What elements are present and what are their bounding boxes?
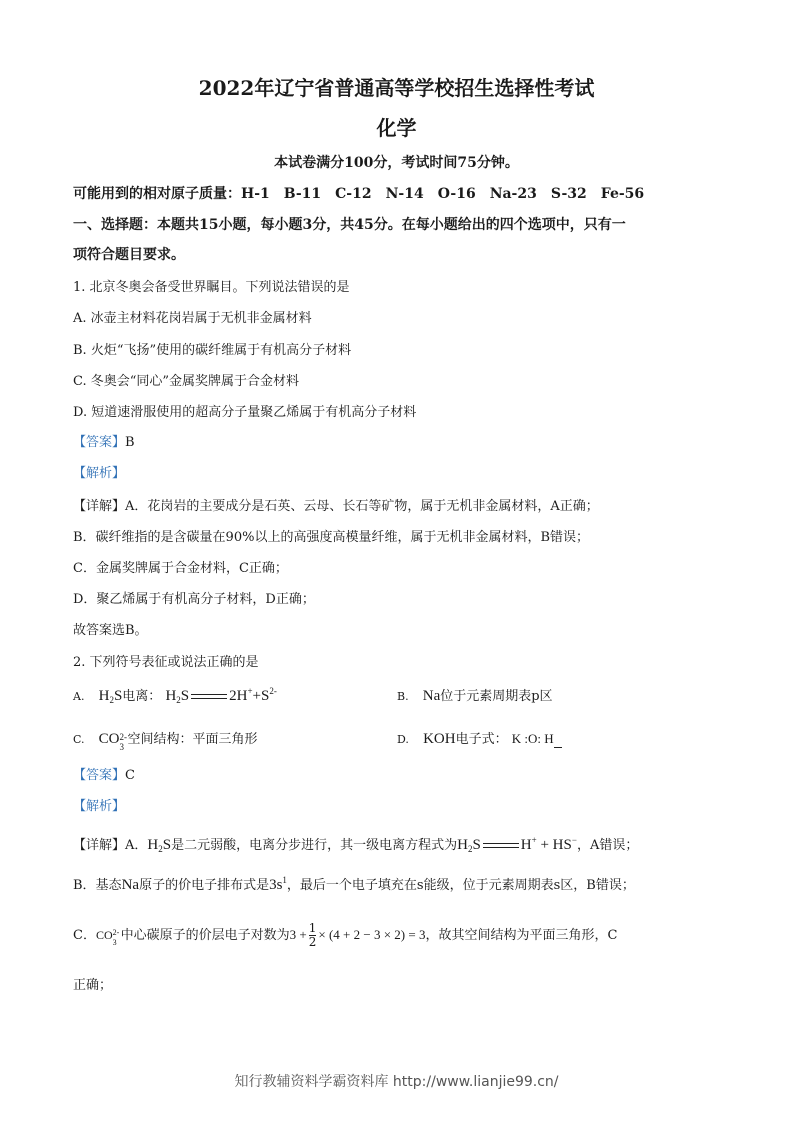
question-2-analysis-tag: 【解析】 (73, 799, 126, 814)
question-2-option-b: B. Na位于元素周期表p区 (397, 688, 553, 704)
question-1-conclusion: 故答案选B。 (73, 623, 148, 638)
question-1-option-a: A. 冰壶主材料花岗岩属于无机非金属材料 (73, 311, 312, 326)
question-1-stem: 1. 北京冬奥会备受世界瞩目。下列说法错误的是 (73, 280, 350, 295)
question-2-option-a: A. $H_2S$电离： $H_2S$ $2H^++S^{2-}$ (73, 686, 277, 705)
question-2-detail-c: C．CO 2- 3 中心碳原子的价层电子对数为3 + $\frac{1}{2}$ × (4 + 2 − 3 × 2) = 3，故其空间结构为平面三角形，C (73, 921, 618, 949)
question-1-option-b: B. 火炬“飞扬”使用的碳纤维属于有机高分子材料 (73, 343, 352, 358)
question-1-detail-d: D．聚乙烯属于有机高分子材料，D正确； (73, 592, 315, 607)
section-heading-cont: 项符合题目要求。 (73, 247, 185, 263)
question-1-answer (73, 431, 135, 450)
question-1-option-c: C. 冬奥会“同心”金属奖牌属于合金材料 (73, 374, 300, 389)
answer-value: B (125, 435, 135, 450)
question-1-detail-a: 【详解】A．花岗岩的主要成分是石英、云母、长石等矿物，属于无机非金属材料，A正确； (73, 499, 599, 514)
exam-title: 2022年辽宁省普通高等学校招生选择性考试 (198, 76, 595, 100)
question-2-detail-c-cont: 正确； (73, 978, 113, 993)
question-1-analysis-tag: 【解析】 (73, 466, 126, 481)
answer-tag: 【答案】 (73, 435, 126, 450)
question-1-detail-b: B．碳纤维指的是含碳量在90%以上的高强度高模量纤维，属于无机非金属材料，B错误； (73, 530, 590, 545)
exam-info: 本试卷满分100分，考试时间75分钟。 (274, 155, 519, 171)
section-heading: 一、选择题：本题共15小题，每小题3分，共45分。在每小题给出的四个选项中，只有一 (73, 217, 626, 233)
question-1-option-d: D. 短道速滑服使用的超高分子量聚乙烯属于有机高分子材料 (73, 405, 417, 420)
question-2-stem: 2. 下列符号表征或说法正确的是 (73, 655, 259, 670)
atomic-masses: 可能用到的相对原子质量：H-1 B-11 C-12 N-14 O-16 Na-23 S-32 Fe-56 (73, 186, 645, 202)
equilibrium-arrow (191, 693, 227, 701)
question-2-detail-a: 【详解】A．$H_2S$是二元弱酸，电离分步进行，其一级电离方程式为$H_2S$ H+ + HS−，A错误； (73, 835, 639, 854)
subject-title: 化学 (376, 116, 417, 140)
fraction-half: $\frac{1}{2}$ (308, 921, 317, 949)
question-2-option-c: C. CO 2- 3 空间结构：平面三角形 (73, 731, 258, 752)
question-2-detail-b: B．基态Na原子的价电子排布式是$3s^1$，最后一个电子填充在s能级，位于元素周期表s区，B错误； (73, 875, 635, 893)
footer-watermark: 知行教辅资料学霸资料库 http://www.lianjie99.cn/ (234, 1074, 559, 1090)
question-2-option-d: D. KOH电子式： K :O: H (397, 728, 562, 748)
question-1-detail-c: C．金属奖牌属于合金材料，C正确； (73, 561, 288, 576)
question-2-answer: 【答案】C (73, 768, 135, 783)
electron-dot-formula: K :O: H (511, 731, 554, 746)
